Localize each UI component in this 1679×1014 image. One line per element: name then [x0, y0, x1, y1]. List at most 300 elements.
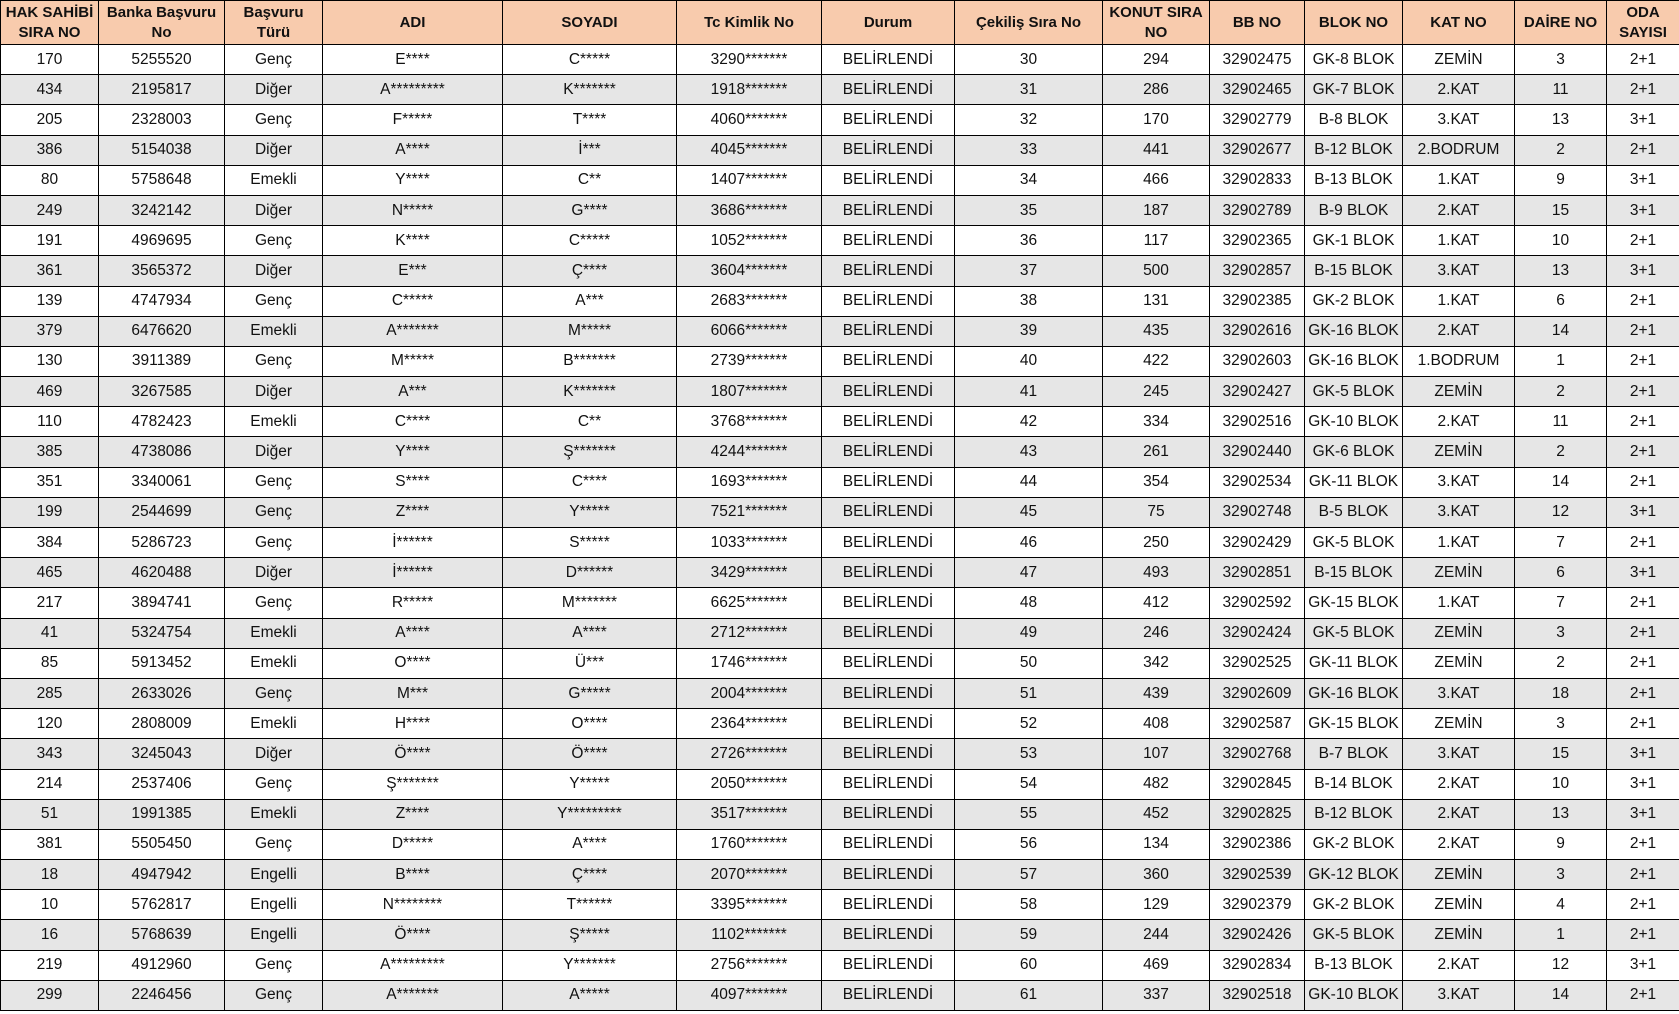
cell-blok-no: GK-15 BLOK	[1305, 709, 1403, 739]
cell-tc-kimlik-no: 1102*******	[677, 920, 822, 950]
cell-kat-no: 3.KAT	[1403, 467, 1515, 497]
table-row	[1, 226, 1679, 256]
cell-banka-basvuru-no: 3242142	[99, 195, 225, 225]
cell-banka-basvuru-no: 5286723	[99, 528, 225, 558]
cell-blok-no: GK-16 BLOK	[1305, 316, 1403, 346]
cell-soyadi: A*****	[503, 980, 677, 1010]
cell-oda-sayisi: 2+1	[1607, 618, 1679, 648]
cell-banka-basvuru-no: 2195817	[99, 75, 225, 105]
cell-basvuru-turu: Engelli	[225, 890, 323, 920]
table-row	[1, 739, 1679, 769]
cell-durum: BELİRLENDİ	[822, 135, 955, 165]
cell-bb-no: 32902616	[1210, 316, 1305, 346]
table-row	[1, 467, 1679, 497]
cell-tc-kimlik-no: 1918*******	[677, 75, 822, 105]
cell-konut-sira-no: 354	[1103, 467, 1210, 497]
cell-kat-no: 2.KAT	[1403, 769, 1515, 799]
cell-banka-basvuru-no: 3245043	[99, 739, 225, 769]
cell-konut-sira-no: 75	[1103, 497, 1210, 527]
cell-oda-sayisi: 2+1	[1607, 920, 1679, 950]
cell-kat-no: ZEMİN	[1403, 618, 1515, 648]
cell-basvuru-turu: Emekli	[225, 316, 323, 346]
cell-adi: A***	[323, 377, 503, 407]
cell-tc-kimlik-no: 3395*******	[677, 890, 822, 920]
cell-banka-basvuru-no: 3565372	[99, 256, 225, 286]
cell-adi: İ******	[323, 528, 503, 558]
cell-daire-no: 6	[1515, 286, 1607, 316]
table-row	[1, 678, 1679, 708]
cell-kat-no: ZEMİN	[1403, 558, 1515, 588]
cell-cekilis-sira-no: 60	[955, 950, 1103, 980]
cell-cekilis-sira-no: 52	[955, 709, 1103, 739]
cell-blok-no: B-12 BLOK	[1305, 135, 1403, 165]
col-header-bb-no: BB NO	[1210, 1, 1305, 45]
cell-adi: Ş*******	[323, 769, 503, 799]
cell-cekilis-sira-no: 33	[955, 135, 1103, 165]
cell-cekilis-sira-no: 47	[955, 558, 1103, 588]
cell-kat-no: 2.KAT	[1403, 407, 1515, 437]
cell-durum: BELİRLENDİ	[822, 950, 955, 980]
cell-tc-kimlik-no: 1693*******	[677, 467, 822, 497]
cell-tc-kimlik-no: 2683*******	[677, 286, 822, 316]
cell-daire-no: 13	[1515, 799, 1607, 829]
cell-tc-kimlik-no: 3517*******	[677, 799, 822, 829]
cell-tc-kimlik-no: 7521*******	[677, 497, 822, 527]
cell-cekilis-sira-no: 57	[955, 860, 1103, 890]
cell-daire-no: 10	[1515, 226, 1607, 256]
cell-bb-no: 32902385	[1210, 286, 1305, 316]
col-header-basvuru-turu: Başvuru Türü	[225, 1, 323, 45]
col-header-daire-no: DAİRE NO	[1515, 1, 1607, 45]
cell-tc-kimlik-no: 3686*******	[677, 195, 822, 225]
cell-bb-no: 32902825	[1210, 799, 1305, 829]
cell-adi: Y****	[323, 437, 503, 467]
cell-banka-basvuru-no: 2633026	[99, 678, 225, 708]
cell-bb-no: 32902609	[1210, 678, 1305, 708]
cell-banka-basvuru-no: 5768639	[99, 920, 225, 950]
cell-oda-sayisi: 3+1	[1607, 256, 1679, 286]
cell-durum: BELİRLENDİ	[822, 467, 955, 497]
table-row	[1, 860, 1679, 890]
cell-daire-no: 14	[1515, 467, 1607, 497]
cell-cekilis-sira-no: 58	[955, 890, 1103, 920]
cell-kat-no: 3.KAT	[1403, 678, 1515, 708]
cell-soyadi: C*****	[503, 45, 677, 75]
cell-cekilis-sira-no: 34	[955, 165, 1103, 195]
cell-hak-sahibi-sira-no: 219	[1, 950, 99, 980]
cell-hak-sahibi-sira-no: 10	[1, 890, 99, 920]
cell-bb-no: 32902833	[1210, 165, 1305, 195]
cell-durum: BELİRLENDİ	[822, 45, 955, 75]
cell-bb-no: 32902789	[1210, 195, 1305, 225]
cell-soyadi: K*******	[503, 377, 677, 407]
cell-tc-kimlik-no: 2364*******	[677, 709, 822, 739]
cell-kat-no: 3.KAT	[1403, 105, 1515, 135]
cell-durum: BELİRLENDİ	[822, 829, 955, 859]
cell-oda-sayisi: 3+1	[1607, 739, 1679, 769]
cell-soyadi: Ö****	[503, 739, 677, 769]
cell-hak-sahibi-sira-no: 85	[1, 648, 99, 678]
cell-basvuru-turu: Emekli	[225, 165, 323, 195]
cell-hak-sahibi-sira-no: 385	[1, 437, 99, 467]
cell-banka-basvuru-no: 5762817	[99, 890, 225, 920]
cell-blok-no: GK-11 BLOK	[1305, 648, 1403, 678]
cell-oda-sayisi: 2+1	[1607, 648, 1679, 678]
cell-adi: B****	[323, 860, 503, 890]
cell-durum: BELİRLENDİ	[822, 346, 955, 376]
cell-oda-sayisi: 3+1	[1607, 769, 1679, 799]
cell-banka-basvuru-no: 5758648	[99, 165, 225, 195]
cell-tc-kimlik-no: 1407*******	[677, 165, 822, 195]
cell-bb-no: 32902427	[1210, 377, 1305, 407]
cell-oda-sayisi: 3+1	[1607, 105, 1679, 135]
cell-cekilis-sira-no: 30	[955, 45, 1103, 75]
cell-hak-sahibi-sira-no: 18	[1, 860, 99, 890]
cell-hak-sahibi-sira-no: 199	[1, 497, 99, 527]
cell-konut-sira-no: 337	[1103, 980, 1210, 1010]
col-header-oda-sayisi: ODA SAYISI	[1607, 1, 1679, 45]
cell-basvuru-turu: Genç	[225, 769, 323, 799]
cell-daire-no: 2	[1515, 135, 1607, 165]
cell-durum: BELİRLENDİ	[822, 648, 955, 678]
cell-cekilis-sira-no: 46	[955, 528, 1103, 558]
cell-cekilis-sira-no: 44	[955, 467, 1103, 497]
cell-soyadi: Ü***	[503, 648, 677, 678]
cell-blok-no: B-5 BLOK	[1305, 497, 1403, 527]
cell-soyadi: B*******	[503, 346, 677, 376]
cell-banka-basvuru-no: 3340061	[99, 467, 225, 497]
cell-blok-no: GK-2 BLOK	[1305, 890, 1403, 920]
cell-basvuru-turu: Diğer	[225, 558, 323, 588]
cell-konut-sira-no: 107	[1103, 739, 1210, 769]
cell-tc-kimlik-no: 2726*******	[677, 739, 822, 769]
cell-adi: K****	[323, 226, 503, 256]
cell-hak-sahibi-sira-no: 384	[1, 528, 99, 558]
cell-daire-no: 15	[1515, 195, 1607, 225]
cell-tc-kimlik-no: 2739*******	[677, 346, 822, 376]
table-row	[1, 528, 1679, 558]
cell-basvuru-turu: Genç	[225, 105, 323, 135]
cell-adi: A*******	[323, 980, 503, 1010]
cell-hak-sahibi-sira-no: 130	[1, 346, 99, 376]
cell-daire-no: 9	[1515, 829, 1607, 859]
cell-basvuru-turu: Genç	[225, 528, 323, 558]
cell-cekilis-sira-no: 45	[955, 497, 1103, 527]
cell-banka-basvuru-no: 3911389	[99, 346, 225, 376]
cell-soyadi: A***	[503, 286, 677, 316]
col-header-soyadi: SOYADI	[503, 1, 677, 45]
cell-kat-no: 3.KAT	[1403, 980, 1515, 1010]
cell-blok-no: GK-5 BLOK	[1305, 920, 1403, 950]
cell-tc-kimlik-no: 2712*******	[677, 618, 822, 648]
cell-tc-kimlik-no: 2756*******	[677, 950, 822, 980]
cell-soyadi: Ç****	[503, 860, 677, 890]
cell-konut-sira-no: 187	[1103, 195, 1210, 225]
cell-blok-no: GK-5 BLOK	[1305, 618, 1403, 648]
cell-banka-basvuru-no: 4912960	[99, 950, 225, 980]
col-header-hak-sahibi-sira-no: HAK SAHİBİ SIRA NO	[1, 1, 99, 45]
cell-konut-sira-no: 439	[1103, 678, 1210, 708]
cell-cekilis-sira-no: 54	[955, 769, 1103, 799]
cell-bb-no: 32902516	[1210, 407, 1305, 437]
cell-tc-kimlik-no: 4045*******	[677, 135, 822, 165]
cell-banka-basvuru-no: 5913452	[99, 648, 225, 678]
table-row	[1, 346, 1679, 376]
cell-bb-no: 32902857	[1210, 256, 1305, 286]
cell-basvuru-turu: Engelli	[225, 920, 323, 950]
cell-soyadi: Y*********	[503, 799, 677, 829]
cell-durum: BELİRLENDİ	[822, 497, 955, 527]
cell-hak-sahibi-sira-no: 41	[1, 618, 99, 648]
cell-kat-no: 1.KAT	[1403, 286, 1515, 316]
cell-konut-sira-no: 408	[1103, 709, 1210, 739]
cell-hak-sahibi-sira-no: 217	[1, 588, 99, 618]
table-row	[1, 920, 1679, 950]
cell-oda-sayisi: 2+1	[1607, 890, 1679, 920]
cell-blok-no: B-15 BLOK	[1305, 558, 1403, 588]
cell-adi: Ö****	[323, 739, 503, 769]
cell-konut-sira-no: 500	[1103, 256, 1210, 286]
cell-blok-no: GK-11 BLOK	[1305, 467, 1403, 497]
cell-cekilis-sira-no: 53	[955, 739, 1103, 769]
cell-durum: BELİRLENDİ	[822, 890, 955, 920]
cell-banka-basvuru-no: 2544699	[99, 497, 225, 527]
cell-durum: BELİRLENDİ	[822, 769, 955, 799]
cell-adi: R*****	[323, 588, 503, 618]
cell-adi: Z****	[323, 497, 503, 527]
cell-blok-no: GK-8 BLOK	[1305, 45, 1403, 75]
cell-cekilis-sira-no: 48	[955, 588, 1103, 618]
cell-blok-no: GK-2 BLOK	[1305, 829, 1403, 859]
cell-blok-no: GK-6 BLOK	[1305, 437, 1403, 467]
cell-oda-sayisi: 2+1	[1607, 528, 1679, 558]
cell-daire-no: 4	[1515, 890, 1607, 920]
table-row	[1, 980, 1679, 1010]
cell-hak-sahibi-sira-no: 351	[1, 467, 99, 497]
cell-konut-sira-no: 250	[1103, 528, 1210, 558]
cell-tc-kimlik-no: 1052*******	[677, 226, 822, 256]
cell-oda-sayisi: 3+1	[1607, 558, 1679, 588]
cell-blok-no: GK-10 BLOK	[1305, 407, 1403, 437]
cell-hak-sahibi-sira-no: 434	[1, 75, 99, 105]
cell-blok-no: GK-7 BLOK	[1305, 75, 1403, 105]
cell-oda-sayisi: 2+1	[1607, 135, 1679, 165]
cell-konut-sira-no: 170	[1103, 105, 1210, 135]
cell-adi: C*****	[323, 286, 503, 316]
cell-konut-sira-no: 286	[1103, 75, 1210, 105]
cell-tc-kimlik-no: 6625*******	[677, 588, 822, 618]
cell-hak-sahibi-sira-no: 139	[1, 286, 99, 316]
cell-bb-no: 32902592	[1210, 588, 1305, 618]
cell-durum: BELİRLENDİ	[822, 618, 955, 648]
col-header-blok-no: BLOK NO	[1305, 1, 1403, 45]
cell-oda-sayisi: 3+1	[1607, 799, 1679, 829]
cell-adi: D*****	[323, 829, 503, 859]
cell-bb-no: 32902768	[1210, 739, 1305, 769]
table-row	[1, 135, 1679, 165]
cell-basvuru-turu: Diğer	[225, 437, 323, 467]
cell-adi: A*********	[323, 75, 503, 105]
table-row	[1, 950, 1679, 980]
cell-daire-no: 13	[1515, 256, 1607, 286]
cell-bb-no: 32902518	[1210, 980, 1305, 1010]
cell-kat-no: ZEMİN	[1403, 377, 1515, 407]
cell-basvuru-turu: Genç	[225, 497, 323, 527]
table-row	[1, 437, 1679, 467]
cell-cekilis-sira-no: 40	[955, 346, 1103, 376]
header-row	[1, 1, 1679, 45]
cell-basvuru-turu: Genç	[225, 829, 323, 859]
cell-konut-sira-no: 244	[1103, 920, 1210, 950]
cell-cekilis-sira-no: 55	[955, 799, 1103, 829]
cell-daire-no: 3	[1515, 618, 1607, 648]
cell-konut-sira-no: 117	[1103, 226, 1210, 256]
cell-durum: BELİRLENDİ	[822, 75, 955, 105]
cell-konut-sira-no: 360	[1103, 860, 1210, 890]
cell-hak-sahibi-sira-no: 299	[1, 980, 99, 1010]
cell-daire-no: 15	[1515, 739, 1607, 769]
cell-oda-sayisi: 2+1	[1607, 377, 1679, 407]
cell-oda-sayisi: 3+1	[1607, 195, 1679, 225]
cell-hak-sahibi-sira-no: 249	[1, 195, 99, 225]
cell-tc-kimlik-no: 2070*******	[677, 860, 822, 890]
cell-tc-kimlik-no: 3429*******	[677, 558, 822, 588]
cell-oda-sayisi: 2+1	[1607, 346, 1679, 376]
cell-soyadi: S*****	[503, 528, 677, 558]
cell-daire-no: 12	[1515, 497, 1607, 527]
cell-konut-sira-no: 261	[1103, 437, 1210, 467]
table-row	[1, 45, 1679, 75]
cell-basvuru-turu: Genç	[225, 467, 323, 497]
cell-daire-no: 2	[1515, 377, 1607, 407]
cell-blok-no: B-12 BLOK	[1305, 799, 1403, 829]
cell-banka-basvuru-no: 5505450	[99, 829, 225, 859]
cell-basvuru-turu: Emekli	[225, 407, 323, 437]
cell-soyadi: Y*******	[503, 950, 677, 980]
cell-kat-no: ZEMİN	[1403, 45, 1515, 75]
cell-tc-kimlik-no: 4097*******	[677, 980, 822, 1010]
cell-daire-no: 12	[1515, 950, 1607, 980]
cell-basvuru-turu: Engelli	[225, 860, 323, 890]
cell-soyadi: M*****	[503, 316, 677, 346]
cell-daire-no: 7	[1515, 588, 1607, 618]
cell-banka-basvuru-no: 2246456	[99, 980, 225, 1010]
cell-adi: A****	[323, 135, 503, 165]
cell-basvuru-turu: Diğer	[225, 195, 323, 225]
cell-durum: BELİRLENDİ	[822, 920, 955, 950]
cell-banka-basvuru-no: 5255520	[99, 45, 225, 75]
cell-kat-no: 2.BODRUM	[1403, 135, 1515, 165]
cell-bb-no: 32902779	[1210, 105, 1305, 135]
cell-tc-kimlik-no: 6066*******	[677, 316, 822, 346]
cell-hak-sahibi-sira-no: 80	[1, 165, 99, 195]
cell-kat-no: ZEMİN	[1403, 890, 1515, 920]
table-row	[1, 829, 1679, 859]
cell-tc-kimlik-no: 4060*******	[677, 105, 822, 135]
cell-banka-basvuru-no: 2808009	[99, 709, 225, 739]
cell-hak-sahibi-sira-no: 214	[1, 769, 99, 799]
cell-konut-sira-no: 246	[1103, 618, 1210, 648]
cell-oda-sayisi: 2+1	[1607, 316, 1679, 346]
cell-basvuru-turu: Emekli	[225, 709, 323, 739]
table-row	[1, 75, 1679, 105]
cell-oda-sayisi: 3+1	[1607, 497, 1679, 527]
cell-adi: F*****	[323, 105, 503, 135]
cell-oda-sayisi: 2+1	[1607, 678, 1679, 708]
col-header-adi: ADI	[323, 1, 503, 45]
cell-oda-sayisi: 2+1	[1607, 226, 1679, 256]
cell-durum: BELİRLENDİ	[822, 528, 955, 558]
cell-oda-sayisi: 2+1	[1607, 980, 1679, 1010]
cell-basvuru-turu: Genç	[225, 45, 323, 75]
cell-blok-no: GK-15 BLOK	[1305, 588, 1403, 618]
cell-daire-no: 13	[1515, 105, 1607, 135]
cell-konut-sira-no: 134	[1103, 829, 1210, 859]
cell-adi: N********	[323, 890, 503, 920]
cell-adi: M***	[323, 678, 503, 708]
cell-oda-sayisi: 3+1	[1607, 165, 1679, 195]
cell-blok-no: B-13 BLOK	[1305, 165, 1403, 195]
cell-banka-basvuru-no: 4947942	[99, 860, 225, 890]
cell-bb-no: 32902424	[1210, 618, 1305, 648]
cell-banka-basvuru-no: 1991385	[99, 799, 225, 829]
cell-kat-no: 3.KAT	[1403, 497, 1515, 527]
cell-konut-sira-no: 131	[1103, 286, 1210, 316]
cell-adi: A*********	[323, 950, 503, 980]
col-header-durum: Durum	[822, 1, 955, 45]
cell-hak-sahibi-sira-no: 386	[1, 135, 99, 165]
cell-oda-sayisi: 3+1	[1607, 950, 1679, 980]
cell-bb-no: 32902539	[1210, 860, 1305, 890]
cell-soyadi: A****	[503, 829, 677, 859]
cell-basvuru-turu: Genç	[225, 678, 323, 708]
cell-bb-no: 32902748	[1210, 497, 1305, 527]
table-row	[1, 497, 1679, 527]
cell-konut-sira-no: 334	[1103, 407, 1210, 437]
cell-soyadi: G****	[503, 195, 677, 225]
cell-hak-sahibi-sira-no: 16	[1, 920, 99, 950]
cell-kat-no: 1.KAT	[1403, 226, 1515, 256]
cell-daire-no: 6	[1515, 558, 1607, 588]
cell-durum: BELİRLENDİ	[822, 256, 955, 286]
cell-bb-no: 32902534	[1210, 467, 1305, 497]
cell-oda-sayisi: 2+1	[1607, 829, 1679, 859]
col-header-tc-kimlik-no: Tc Kimlik No	[677, 1, 822, 45]
cell-adi: İ******	[323, 558, 503, 588]
table-row	[1, 316, 1679, 346]
cell-basvuru-turu: Diğer	[225, 739, 323, 769]
cell-durum: BELİRLENDİ	[822, 377, 955, 407]
cell-konut-sira-no: 412	[1103, 588, 1210, 618]
cell-hak-sahibi-sira-no: 469	[1, 377, 99, 407]
cell-bb-no: 32902845	[1210, 769, 1305, 799]
table-row	[1, 105, 1679, 135]
cell-banka-basvuru-no: 4747934	[99, 286, 225, 316]
cell-tc-kimlik-no: 1760*******	[677, 829, 822, 859]
cell-daire-no: 2	[1515, 648, 1607, 678]
cell-daire-no: 1	[1515, 920, 1607, 950]
cell-basvuru-turu: Emekli	[225, 618, 323, 648]
cell-kat-no: ZEMİN	[1403, 437, 1515, 467]
cell-adi: E****	[323, 45, 503, 75]
cell-blok-no: B-9 BLOK	[1305, 195, 1403, 225]
cell-adi: Y****	[323, 165, 503, 195]
cell-adi: N*****	[323, 195, 503, 225]
cell-soyadi: D******	[503, 558, 677, 588]
cell-daire-no: 3	[1515, 709, 1607, 739]
cell-hak-sahibi-sira-no: 285	[1, 678, 99, 708]
cell-daire-no: 11	[1515, 75, 1607, 105]
